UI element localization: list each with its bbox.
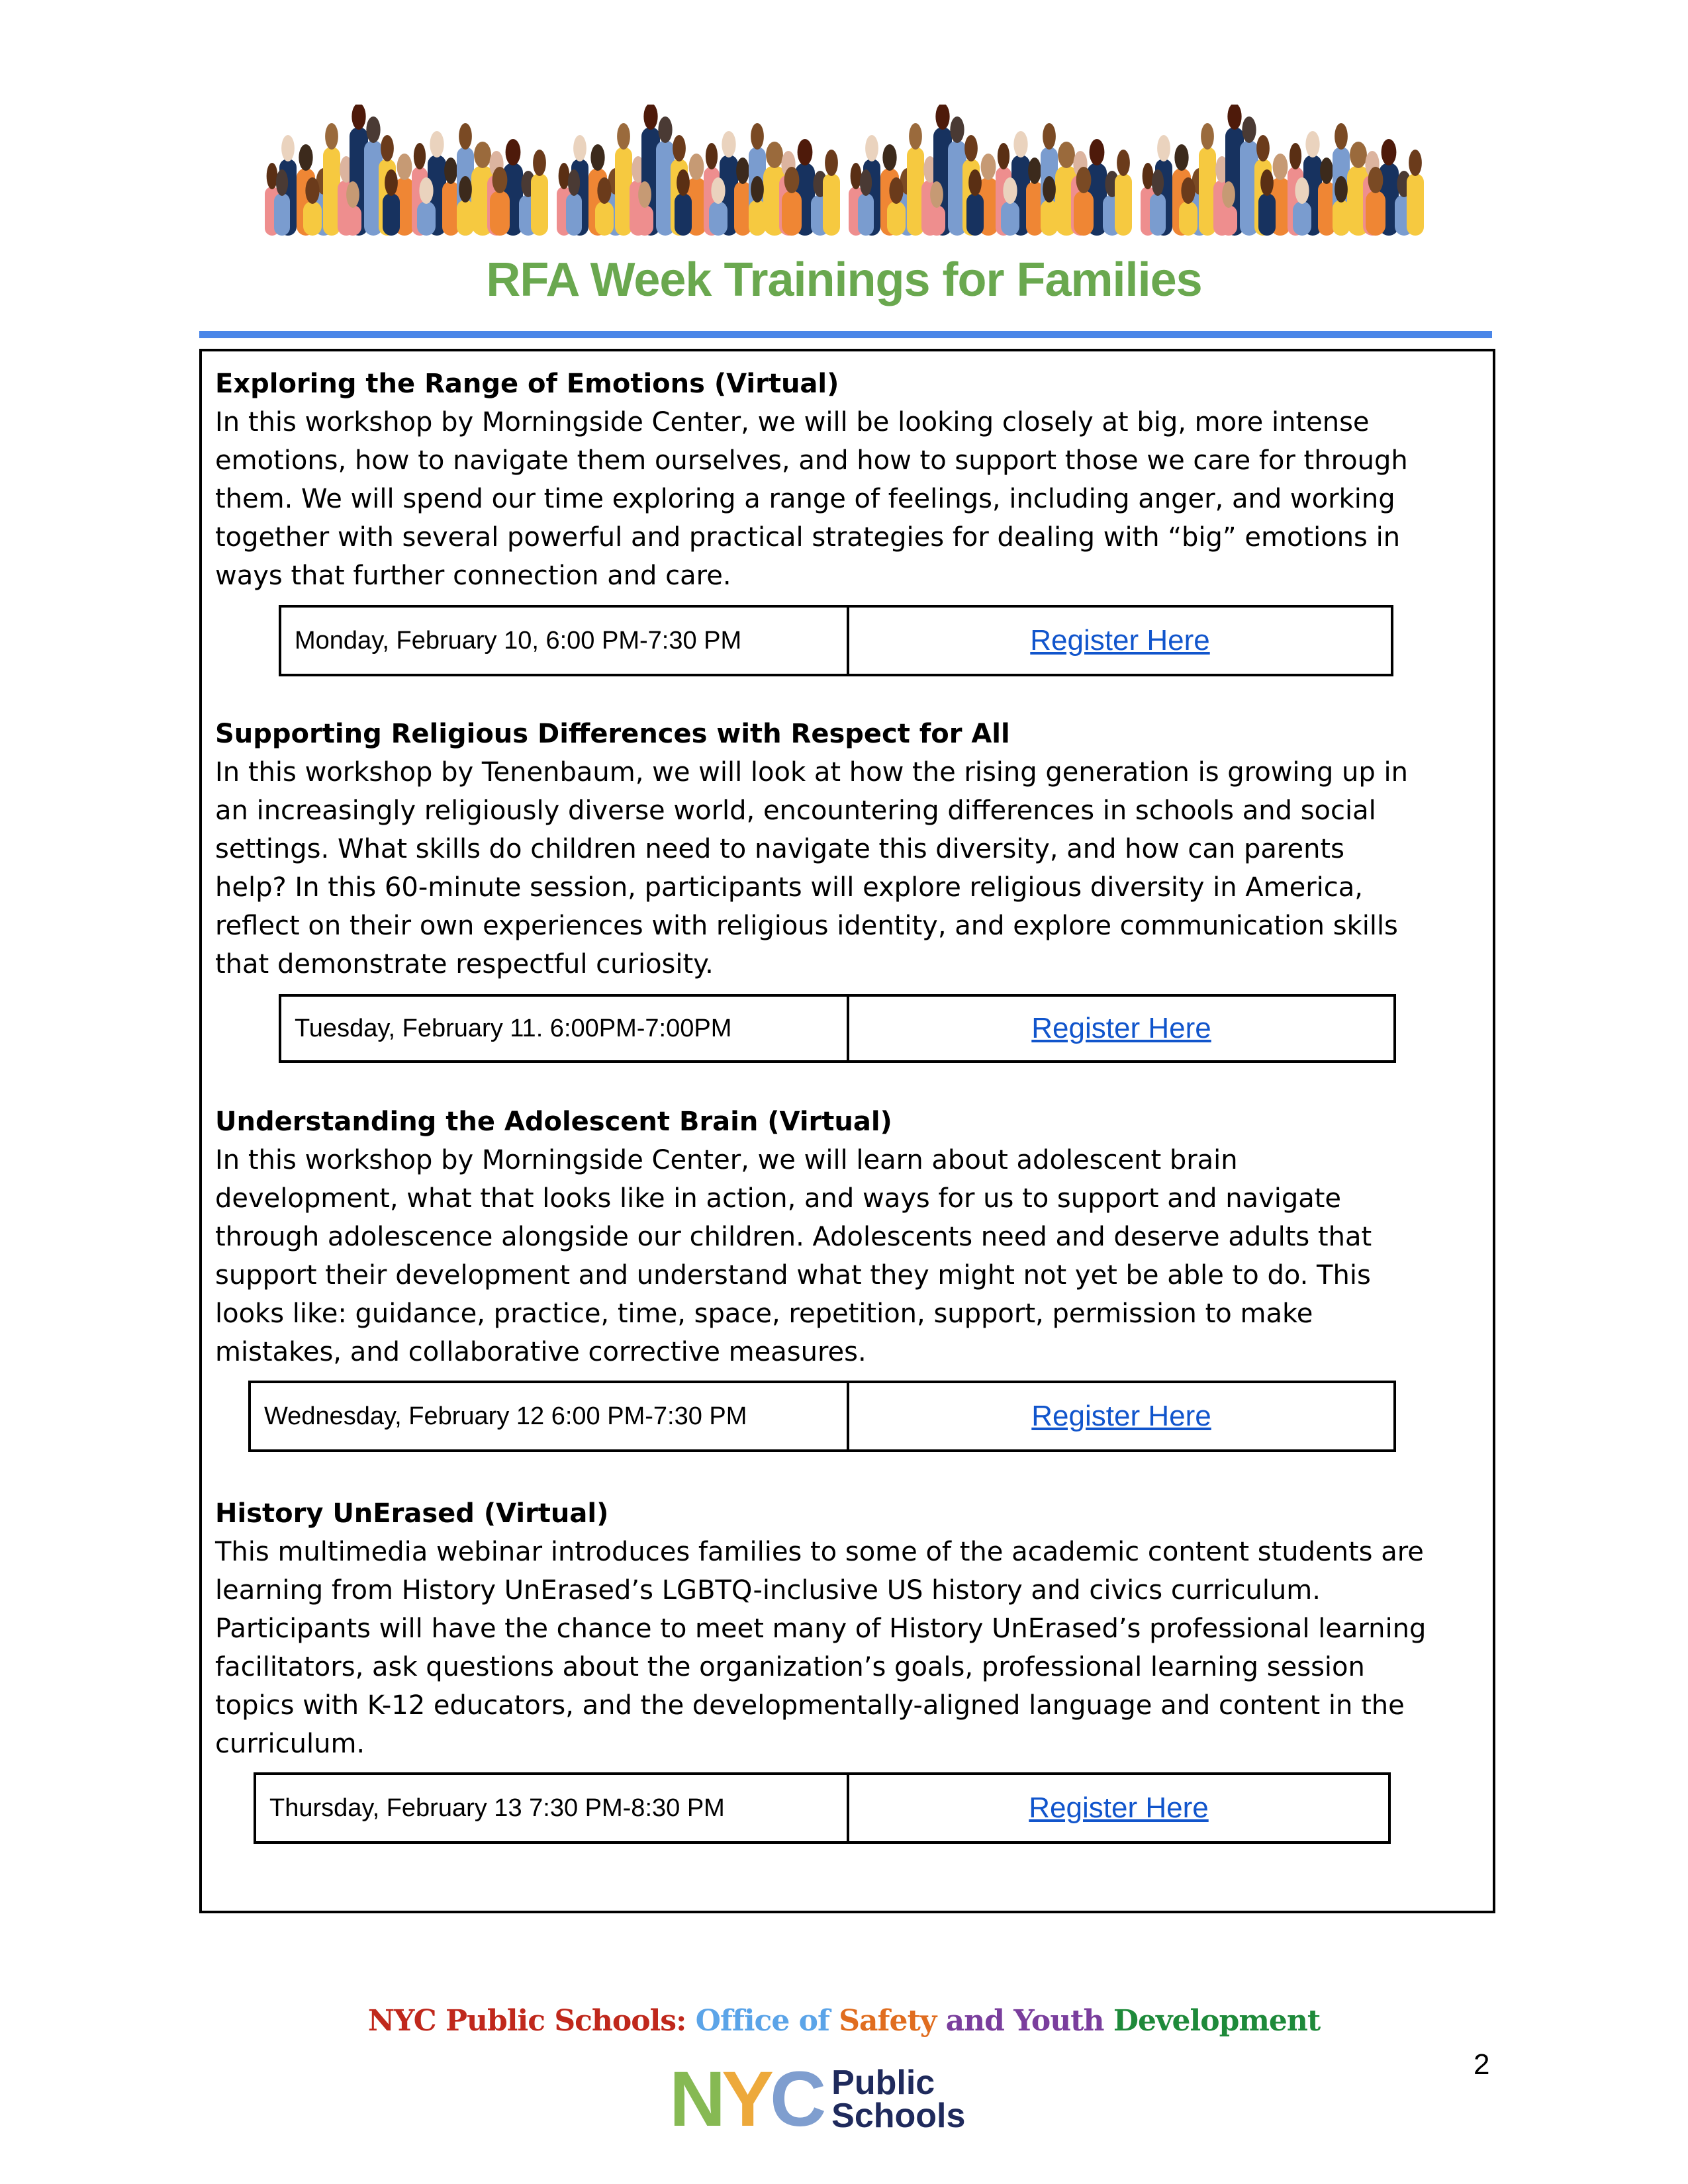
person-head [597, 177, 611, 204]
description-line: topics with K-12 educators, and the developmentally-aligned language and content in the [215, 1690, 1405, 1721]
person-head [722, 131, 735, 158]
logo-text-schools: Schools [831, 2097, 966, 2135]
person-body [782, 191, 802, 236]
person-head [568, 169, 580, 196]
person-head [998, 143, 1009, 169]
person-head [1152, 169, 1164, 196]
person-head [414, 143, 426, 169]
logo-text-public: Public [831, 2064, 935, 2102]
footer-text-part: Development [1113, 2004, 1321, 2038]
workshop-date: Thursday, February 13 7:30 PM-8:30 PM [256, 1775, 849, 1841]
person-body [1179, 201, 1197, 236]
description-line: looks like: guidance, practice, time, space, repetition, support, permission to make [215, 1298, 1313, 1329]
footer-text-part: and Youth [945, 2004, 1113, 2038]
person-head [533, 150, 546, 176]
workshop-description [215, 403, 1408, 595]
workshop-section [215, 365, 1408, 595]
workshop-heading: Understanding the Adolescent Brain (Virtual) [215, 1107, 892, 1137]
person-head [385, 169, 398, 196]
person-head [1273, 154, 1288, 180]
description-line: mistakes, and collaborative corrective measures. [215, 1337, 867, 1367]
person-head [492, 167, 508, 193]
title-divider [199, 331, 1492, 338]
person-head [397, 154, 412, 180]
description-line: facilitators, ask questions about the organization’s goals, professional learning session [215, 1652, 1365, 1682]
description-line: learning from History UnErased’s LGBTQ-inclusive US history and civics curriculum. [215, 1575, 1321, 1606]
footer-text-part: Safety [839, 2004, 946, 2038]
person-head [950, 116, 964, 143]
person-head [1181, 177, 1195, 204]
person-head [1260, 169, 1274, 196]
person-body [383, 193, 400, 236]
person-head [352, 105, 365, 130]
logo-letter: N [669, 2056, 722, 2143]
person-head [1013, 131, 1027, 158]
person-head [658, 116, 672, 143]
register-link[interactable]: Register Here [1029, 1792, 1209, 1824]
description-line: through adolescence alongside our children. Adolescents need and deserve adults that [215, 1222, 1372, 1252]
person-head [1201, 123, 1214, 150]
person-head [1368, 167, 1383, 193]
person-head [1174, 144, 1188, 171]
person-head [1305, 131, 1319, 158]
person-head [276, 169, 288, 196]
person-head [1117, 150, 1130, 176]
person-head [930, 181, 943, 208]
description-line: help? In this 60-minute session, participants will explore religious diversity in America, [215, 872, 1363, 903]
person-head [935, 105, 949, 130]
description-line: that demonstrate respectful curiosity. [215, 949, 714, 979]
workshop-heading: Exploring the Range of Emotions (Virtual) [215, 369, 839, 399]
workshop-description [215, 1533, 1426, 1763]
person-body [749, 200, 766, 236]
workshop-heading: Supporting Religious Differences with Respect for All [215, 719, 1010, 749]
person-head [677, 169, 690, 196]
person-head [766, 142, 783, 168]
people-group [265, 105, 548, 236]
person-head [444, 158, 457, 184]
person-head [784, 167, 800, 193]
person-body [490, 191, 510, 236]
person-head [643, 105, 657, 130]
person-head [711, 177, 725, 204]
footer-text-part: NYC Public Schools: [367, 2004, 696, 2038]
person-head [281, 135, 295, 161]
description-line: settings. What skills do children need to navigate this diversity, and how can parents [215, 834, 1344, 864]
workshop-date: Monday, February 10, 6:00 PM-7:30 PM [281, 608, 849, 674]
logo-letter: Y [722, 2056, 770, 2143]
people-illustration-banner [265, 105, 1426, 236]
person-head [1043, 176, 1056, 203]
person-body [709, 201, 727, 236]
description-line: support their development and understand what they might not yet be able to do. This [215, 1260, 1371, 1291]
person-head [1335, 176, 1348, 203]
description-line: curriculum. [215, 1729, 365, 1759]
description-line: In this workshop by Tenenbaum, we will look at how the rising generation is growing up in [215, 757, 1408, 788]
description-line: reflect on their own experiences with religious identity, and explore communication skills [215, 911, 1398, 941]
nyc-public-schools-logo [669, 2056, 966, 2143]
person-head [751, 176, 764, 203]
logo-letter: C [769, 2056, 823, 2143]
workshop-section [215, 715, 1408, 983]
person-head [1242, 116, 1256, 143]
description-line: an increasingly religiously diverse world, encountering differences in schools and social [215, 796, 1376, 826]
description-line: ways that further connection and care. [215, 561, 731, 591]
person-head [798, 139, 813, 165]
person-head [1227, 105, 1241, 130]
person-body [1366, 191, 1385, 236]
person-head [865, 135, 878, 161]
person-body [595, 201, 614, 236]
description-line: development, what that looks like in action, and ways for us to support and navigate [215, 1183, 1342, 1214]
people-group [557, 105, 840, 236]
person-head [1256, 135, 1270, 161]
person-head [1003, 177, 1017, 204]
person-head [1222, 181, 1235, 208]
person-body [1220, 205, 1237, 236]
person-head [1409, 150, 1422, 176]
person-head [689, 154, 704, 180]
register-link[interactable]: Register Here [1030, 624, 1210, 657]
person-head [1076, 167, 1092, 193]
workshop-heading: History UnErased (Virtual) [215, 1498, 609, 1529]
person-body [636, 205, 653, 236]
workshop-section [215, 1494, 1426, 1763]
person-body [1041, 200, 1058, 236]
description-line: This multimedia webinar introduces families to some of the academic content students are [215, 1537, 1424, 1567]
person-head [1090, 139, 1105, 165]
person-body [566, 193, 582, 236]
person-head [325, 123, 338, 150]
person-head [882, 144, 896, 171]
person-head [459, 123, 472, 150]
person-body [1001, 201, 1019, 236]
person-head [590, 144, 604, 171]
person-body [1333, 200, 1350, 236]
workshop-date: Wednesday, February 12 6:00 PM-7:30 PM [251, 1383, 849, 1449]
person-head [346, 181, 359, 208]
workshop-schedule-table [279, 994, 1396, 1063]
description-line: them. We will spend our time exploring a range of feelings, including anger, and working [215, 484, 1395, 514]
workshop-description [215, 1141, 1372, 1371]
person-head [299, 144, 312, 171]
person-head [419, 177, 433, 204]
person-body [887, 201, 906, 236]
workshop-schedule-table [254, 1772, 1391, 1844]
person-head [366, 116, 380, 143]
person-head [381, 135, 394, 161]
person-head [964, 135, 978, 161]
person-body [1150, 193, 1166, 236]
workshop-schedule-table [248, 1381, 1396, 1452]
person-head [474, 142, 491, 168]
person-body [1293, 201, 1311, 236]
person-body [531, 173, 548, 236]
nyc-logo-mark [669, 2056, 823, 2143]
page-number: 2 [1474, 2048, 1490, 2081]
person-body [928, 205, 945, 236]
people-group [849, 105, 1132, 236]
person-head [909, 123, 922, 150]
person-head [1382, 139, 1397, 165]
person-head [1295, 177, 1309, 204]
person-head [1028, 158, 1041, 184]
description-line: In this workshop by Morningside Center, we will be looking closely at big, more intense [215, 407, 1370, 437]
person-body [274, 193, 290, 236]
person-body [823, 173, 840, 236]
person-head [506, 139, 521, 165]
footer-text-part: Office of [695, 2004, 839, 2038]
person-body [417, 201, 436, 236]
person-body [303, 201, 322, 236]
person-body [1074, 191, 1094, 236]
workshop-date: Tuesday, February 11. 6:00PM-7:00PM [281, 997, 849, 1060]
workshop-section [215, 1103, 1372, 1371]
person-body [1407, 173, 1424, 236]
person-head [968, 169, 982, 196]
person-body [457, 200, 474, 236]
person-head [851, 163, 862, 189]
page-title: RFA Week Trainings for Families [486, 253, 1202, 306]
person-head [751, 123, 764, 150]
person-head [559, 163, 570, 189]
person-head [1289, 143, 1301, 169]
register-link[interactable]: Register Here [1031, 1012, 1211, 1044]
footer-office-name [0, 2004, 1688, 2038]
person-head [736, 158, 749, 184]
person-head [638, 181, 651, 208]
person-head [1058, 142, 1075, 168]
person-body [858, 193, 874, 236]
person-head [617, 123, 630, 150]
person-head [1350, 142, 1367, 168]
person-body [1258, 193, 1276, 236]
person-head [305, 177, 319, 204]
person-head [267, 163, 278, 189]
person-head [889, 177, 903, 204]
person-head [1335, 123, 1348, 150]
register-link[interactable]: Register Here [1031, 1400, 1211, 1432]
person-head [1043, 123, 1056, 150]
workshops-box [199, 349, 1495, 1913]
person-head [1157, 135, 1170, 161]
description-line: together with several powerful and practical strategies for dealing with “big” emotions in [215, 522, 1401, 553]
person-body [344, 205, 361, 236]
person-body [1115, 173, 1132, 236]
description-line: Participants will have the chance to meet many of History UnErased’s professional learning [215, 1614, 1427, 1644]
person-head [573, 135, 586, 161]
person-head [1143, 163, 1154, 189]
person-head [981, 154, 996, 180]
person-head [825, 150, 838, 176]
person-head [1320, 158, 1333, 184]
person-head [706, 143, 718, 169]
person-body [966, 193, 984, 236]
workshop-schedule-table [279, 605, 1393, 676]
person-head [860, 169, 872, 196]
people-group [1141, 105, 1424, 236]
description-line: emotions, how to navigate them ourselves, and how to support those we care for through [215, 445, 1408, 476]
person-head [673, 135, 686, 161]
person-body [675, 193, 692, 236]
workshop-description [215, 753, 1408, 983]
person-head [459, 176, 472, 203]
description-line: In this workshop by Morningside Center, we will learn about adolescent brain [215, 1145, 1238, 1175]
person-head [430, 131, 444, 158]
